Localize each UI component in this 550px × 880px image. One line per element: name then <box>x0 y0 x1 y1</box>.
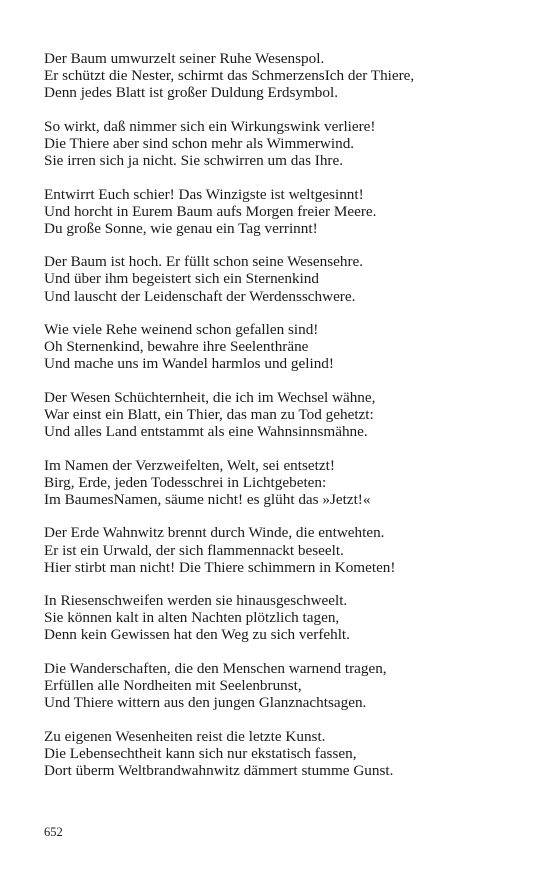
stanza <box>44 389 524 440</box>
verse-line: Oh Sternenkind, bewahre ihre Seelenthräne <box>44 338 309 356</box>
verse-line: Die Thiere aber sind schon mehr als Wimmerwind. <box>44 134 355 152</box>
verse-line: Erfüllen alle Nordheiten mit Seelenbrunst, <box>44 677 302 695</box>
verse-line: Der Wesen Schüchternheit, die ich im Wechsel wähne, <box>44 388 376 406</box>
verse-line: Und lauscht der Leidenschaft der Werdensschwere. <box>44 287 356 305</box>
verse-line: In Riesenschweifen werden sie hinausgeschweelt. <box>44 592 348 610</box>
verse-line: Denn jedes Blatt ist großer Duldung Erdsymbol. <box>44 84 339 102</box>
verse-line: Sie irren sich ja nicht. Sie schwirren um das Ihre. <box>44 151 344 169</box>
stanza <box>44 728 524 779</box>
stanza <box>44 118 524 169</box>
poem-body <box>44 50 524 796</box>
verse-line: Entwirrt Euch schier! Das Winzigste ist weltgesinnt! <box>44 185 364 203</box>
verse-line: Der Baum ist hoch. Er füllt schon seine Wesensehre. <box>44 253 364 271</box>
verse-line: Hier stirbt man nicht! Die Thiere schimmern in Kometen! <box>44 558 396 576</box>
verse-line: Der Baum umwurzelt seiner Ruhe Wesenspol. <box>44 50 325 67</box>
verse-line: Er ist ein Urwald, der sich flammennackt beseelt. <box>44 541 344 559</box>
stanza <box>44 186 524 237</box>
stanza <box>44 592 524 643</box>
verse-line: Sie können kalt in alten Nachten plötzlich tagen, <box>44 609 340 627</box>
verse-line: Der Erde Wahnwitz brennt durch Winde, die entwehten. <box>44 524 385 542</box>
verse-line: Die Lebensechtheit kann sich nur ekstatisch fassen, <box>44 744 357 762</box>
verse-line: Im Namen der Verzweifelten, Welt, sei entsetzt! <box>44 456 335 474</box>
stanza <box>44 660 524 711</box>
stanza <box>44 253 524 304</box>
stanza <box>44 50 524 101</box>
verse-line: Du große Sonne, wie genau ein Tag verrinnt! <box>44 219 318 237</box>
verse-line: Wie viele Rehe weinend schon gefallen sind! <box>44 321 319 339</box>
verse-line: Und horcht in Eurem Baum aufs Morgen freier Meere. <box>44 202 377 220</box>
verse-line: Denn kein Gewissen hat den Weg zu sich verfehlt. <box>44 626 350 644</box>
stanza <box>44 457 524 508</box>
verse-line: Und alles Land entstammt als eine Wahnsinnsmähne. <box>44 423 368 441</box>
stanza <box>44 321 524 372</box>
page-number: 652 <box>44 825 63 839</box>
verse-line: Die Wanderschaften, die den Menschen warnend tragen, <box>44 660 387 678</box>
verse-line: Zu eigenen Wesenheiten reist die letzte Kunst. <box>44 727 326 745</box>
verse-line: War einst ein Blatt, ein Thier, das man zu Tod gehetzt: <box>44 406 374 423</box>
stanza <box>44 524 524 575</box>
verse-line: Er schützt die Nester, schirmt das SchmerzensIch der Thiere, <box>44 67 415 85</box>
verse-line: Und über ihm begeistert sich ein Sternenkind <box>44 270 319 288</box>
verse-line: Und Thiere wittern aus den jungen Glanznachtsagen. <box>44 694 367 712</box>
verse-line: Im BaumesNamen, säume nicht! es glüht das »Jetzt!« <box>44 490 371 508</box>
verse-line: Birg, Erde, jeden Todesschrei in Lichtgebeten: <box>44 473 327 491</box>
verse-line: Und mache uns im Wandel harmlos und gelind! <box>44 355 334 373</box>
verse-line: So wirkt, daß nimmer sich ein Wirkungswink verliere! <box>44 117 376 135</box>
verse-line: Dort überm Weltbrandwahnwitz dämmert stumme Gunst. <box>44 762 394 779</box>
